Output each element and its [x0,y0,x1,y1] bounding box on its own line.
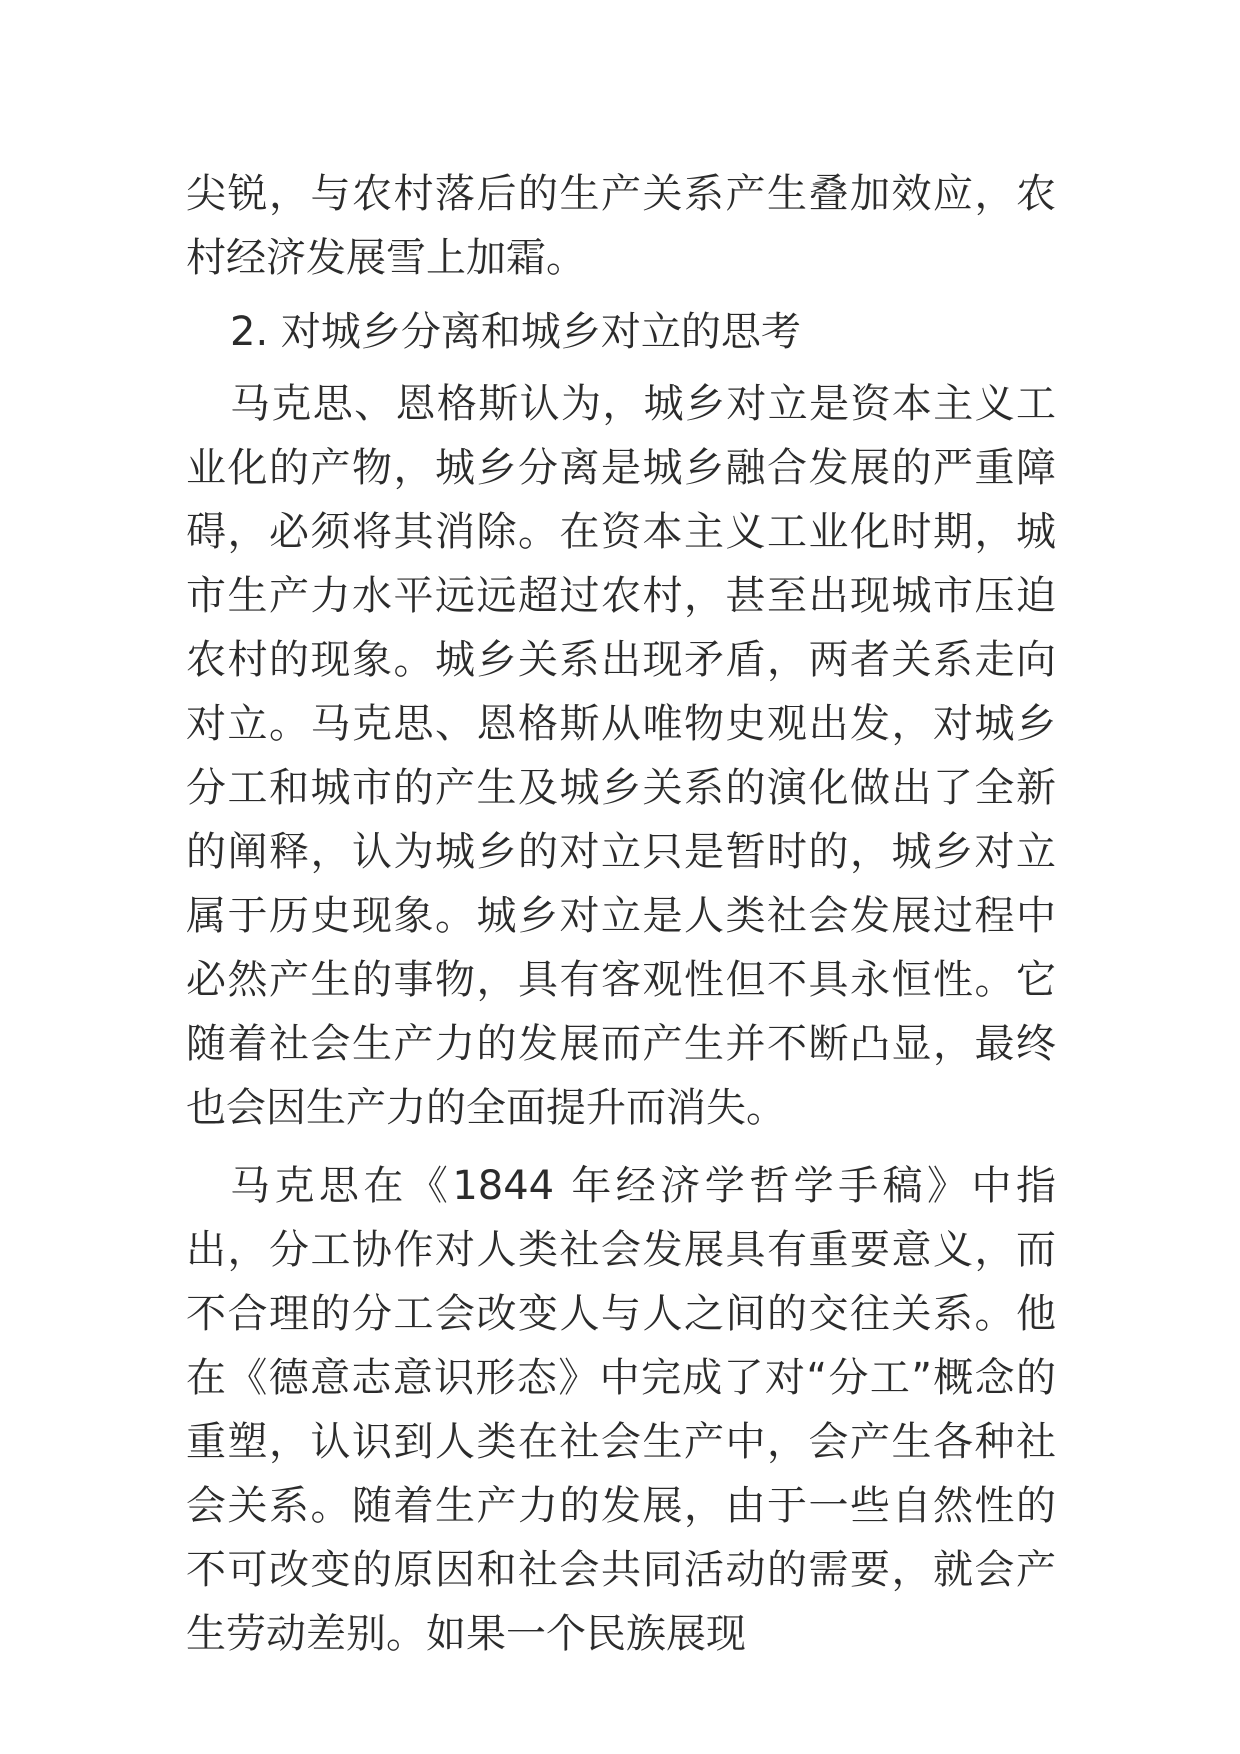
body-text [186,162,1056,1666]
section-heading: 2. 对城乡分离和城乡对立的思考 [230,309,801,355]
body-paragraph-2: 马克思在《1844 年经济学哲学手稿》中指出，分工协作对人类社会发展具有重要意义，而不合理的分工会改变人与人之间的交往关系。他在《德意志意识形态》中完成了对“分工”概念的重塑，认识到人类在社会生产中，会产生各种社会关系。随着生产力的发展，由于一些自然性的不可改变的原因和社会共同活动的需要，就会产生劳动差别。如果一个民族展现 [186,1163,1056,1657]
continuation-paragraph: 尖锐，与农村落后的生产关系产生叠加效应，农村经济发展雪上加霜。 [186,171,1056,281]
body-paragraph-1: 马克思、恩格斯认为，城乡对立是资本主义工业化的产物，城乡分离是城乡融合发展的严重障碍，必须将其消除。在资本主义工业化时期，城市生产力水平远远超过农村，甚至出现城市压迫农村的现象。城乡关系出现矛盾，两者关系走向对立。马克思、恩格斯从唯物史观出发，对城乡分工和城市的产生及城乡关系的演化做出了全新的阐释，认为城乡的对立只是暂时的，城乡对立属于历史现象。城乡对立是人类社会发展过程中必然产生的事物，具有客观性但不具永恒性。它随着社会生产力的发展而产生并不断凸显，最终也会因生产力的全面提升而消失。 [186,381,1056,1131]
